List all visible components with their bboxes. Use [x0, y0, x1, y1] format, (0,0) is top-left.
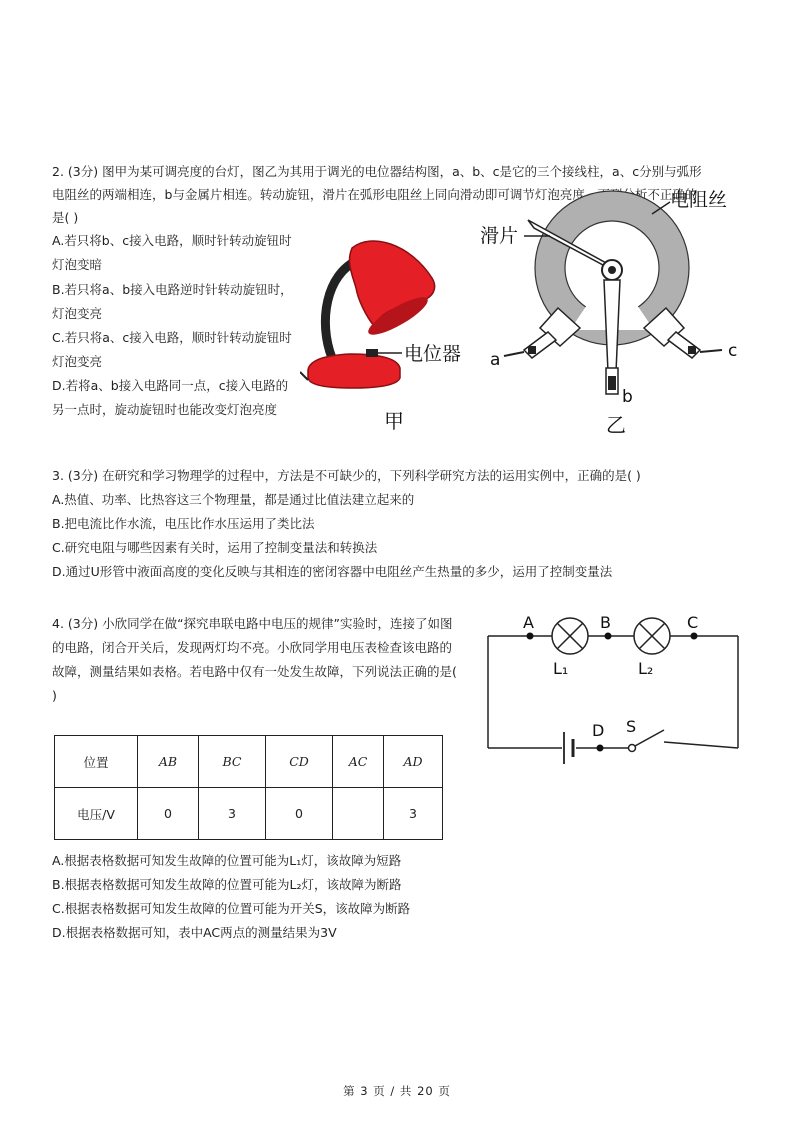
q4-option-a: A.根据表格数据可知发生故障的位置可能为L₁灯，该故障为短路: [52, 853, 402, 868]
lamp-l1-label: L₁: [553, 659, 569, 678]
table-row: [55, 788, 443, 840]
q4-option-d: D.根据表格数据可知，表中AC两点的测量结果为3V: [52, 925, 337, 940]
q2-option-a: A.若只将b、c接入电路，顺时针转动旋钮时: [52, 233, 292, 248]
figure-label-jia: 甲: [384, 409, 404, 433]
q4-stem-line2: 的电路，闭合开关后，发现两灯均不亮。小欣同学用电压表检查该电路的: [52, 640, 453, 655]
q2-option-a-cont: 灯泡变暗: [52, 257, 103, 272]
table-cell: 3: [199, 788, 266, 840]
table-header: AC: [333, 736, 384, 788]
terminal-c-label: c: [728, 341, 738, 361]
q2-option-d: D.若将a、b接入电路同一点，c接入电路的: [52, 378, 289, 393]
potentiometer-knob: [366, 349, 378, 357]
table-header: BC: [199, 736, 266, 788]
q2-stem-line3: 是( ): [52, 210, 79, 225]
q3-option-a: A.热值、功率、比热容这三个物理量，都是通过比值法建立起来的: [52, 492, 415, 507]
table-header: AD: [384, 736, 443, 788]
terminal-a-label: a: [490, 350, 501, 370]
q4-option-c: C.根据表格数据可知发生故障的位置可能为开关S，该故障为断路: [52, 901, 411, 916]
node-c-label: C: [687, 613, 699, 632]
q3-stem: 3. (3分) 在研究和学习物理学的过程中，方法是不可缺少的，下列科学研究方法的运用实例中，正确的是( ): [52, 468, 641, 483]
table-cell: 3: [384, 788, 443, 840]
terminal-b-label: b: [622, 387, 633, 407]
q3-option-b: B.把电流比作水流，电压比作水压运用了类比法: [52, 516, 315, 531]
figure-label-yi: 乙: [606, 413, 626, 437]
table-header: AB: [138, 736, 199, 788]
table-row-header: [55, 736, 443, 788]
lamp-l2-label: L₂: [638, 659, 654, 678]
resistance-wire-label: 电阻丝: [670, 189, 728, 211]
lamp-cord: [300, 372, 308, 380]
table-cell: [333, 788, 384, 840]
switch-s-label: S: [626, 717, 637, 736]
q2-option-b: B.若只将a、b接入电路逆时针转动旋钮时，: [52, 282, 293, 297]
node-a-label: A: [523, 613, 534, 632]
q3-option-c: C.研究电阻与哪些因素有关时，运用了控制变量法和转换法: [52, 540, 378, 555]
q4-stem-line3: 故障，测量结果如表格。若电路中仅有一处发生故障，下列说法正确的是(: [52, 664, 457, 679]
q3-option-d: D.通过U形管中液面高度的变化反映与其相连的密闭容器中电阻丝产生热量的多少，运用了控制变量法: [52, 564, 613, 579]
circuit-diagram: [480, 608, 750, 768]
node-d-label: D: [592, 721, 605, 740]
switch: [629, 745, 636, 752]
page-footer: 第 3 页 / 共 20 页: [343, 1084, 451, 1098]
lamp-figure: [300, 230, 480, 440]
potentiometer-label: 电位器: [404, 343, 462, 365]
table-cell: 电压/V: [55, 788, 138, 840]
potentiometer-figure: [470, 180, 770, 442]
q4-stem-line1: 4. (3分) 小欣同学在做“探究串联电路中电压的规律”实验时，连接了如图: [52, 616, 453, 631]
q2-option-d-cont: 另一点时，旋动旋钮时也能改变灯泡亮度: [52, 402, 278, 417]
q2-option-c-cont: 灯泡变亮: [52, 354, 103, 369]
q2-option-b-cont: 灯泡变亮: [52, 306, 103, 321]
table-header: CD: [266, 736, 333, 788]
q2-option-c: C.若只将a、c接入电路，顺时针转动旋钮时: [52, 330, 292, 345]
slider-label: 滑片: [480, 225, 519, 247]
q2-stem-line1: 2. (3分) 图甲为某可调亮度的台灯，图乙为其用于调光的电位器结构图，a、b、c是它的三个接线柱，a、c分别与弧形: [52, 164, 702, 179]
node-b-label: B: [600, 613, 611, 632]
lamp-base: [308, 354, 400, 388]
table-header: 位置: [55, 736, 138, 788]
terminal-b: [604, 280, 620, 372]
q4-option-b: B.根据表格数据可知发生故障的位置可能为L₂灯，该故障为断路: [52, 877, 402, 892]
table-cell: 0: [266, 788, 333, 840]
q2-stem-line2: 电阻丝的两端相连，b与金属片相连。转动旋钮，滑片在弧形电阻丝上同向滑动即可调节灯泡亮度，下列分析不正确的: [52, 187, 698, 202]
q4-stem-line4: ): [52, 688, 57, 703]
voltage-table: [54, 735, 443, 840]
table-cell: 0: [138, 788, 199, 840]
